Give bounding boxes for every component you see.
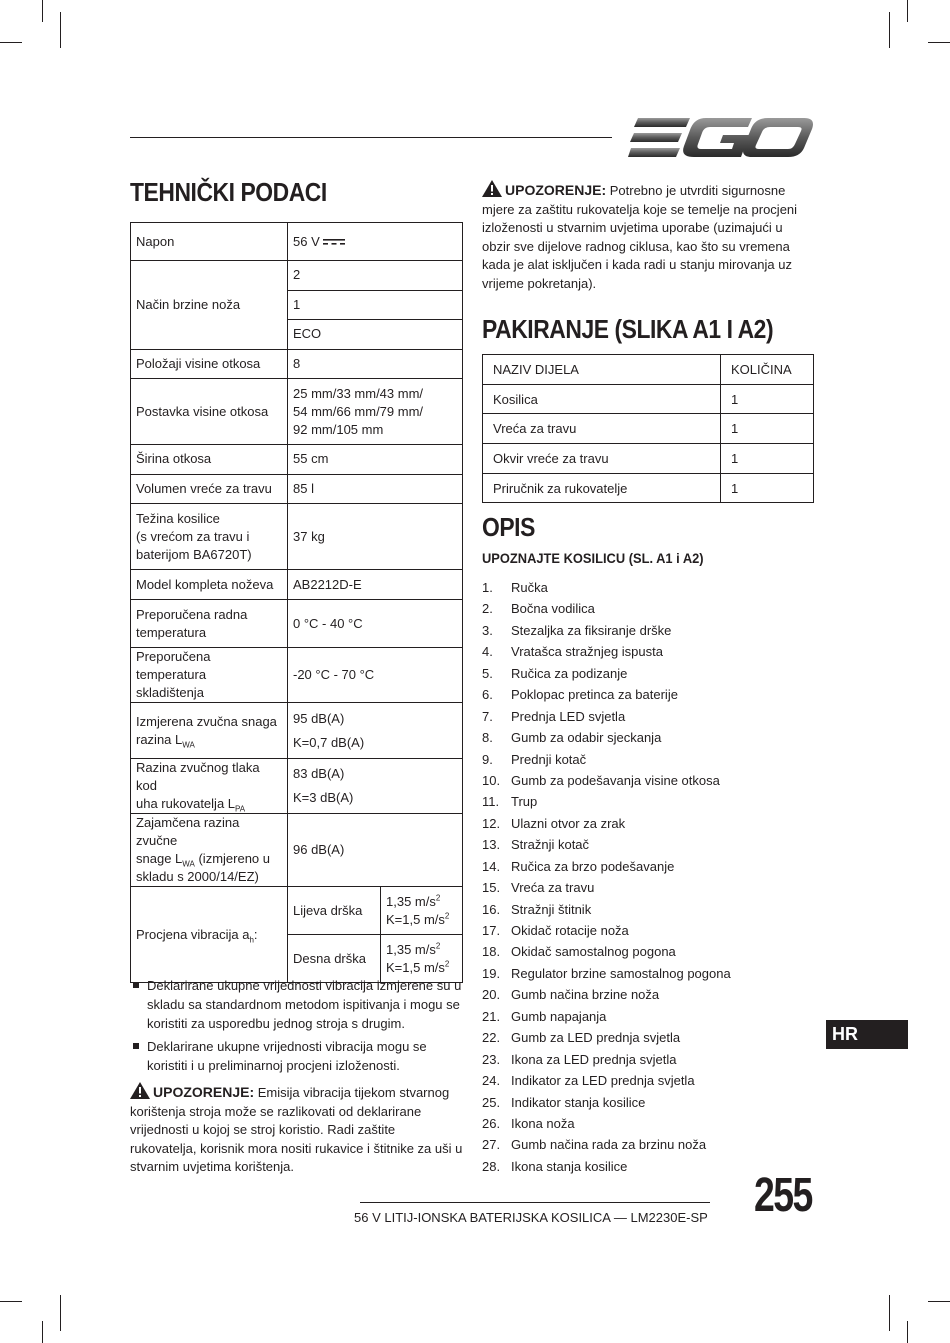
list-item-label: Ručica za podizanje: [511, 665, 628, 681]
crop-mark: [907, 0, 908, 22]
packing-header-name: NAZIV DIJELA: [483, 355, 721, 385]
list-item: [482, 834, 731, 855]
list-item-label: Bočna vodilica: [511, 601, 595, 617]
footer-text: 56 V LITIJ-IONSKA BATERIJSKA KOSILICA — LM2230E-SP: [354, 1210, 708, 1225]
list-item-label: Okidač rotacije noža: [511, 923, 629, 938]
list-item-number: 14.: [482, 858, 501, 874]
list-item-number: 9.: [482, 751, 493, 767]
spec-label-sound-pressure: Razina zvučnog tlaka kod uha rukovatelja $L_{PA}$: [131, 759, 288, 814]
list-item-label: Ikona stanja kosilice: [511, 1158, 628, 1174]
spec-left-grip-value: 1,35 $m/s^2$ K=1,5 $m/s^2$: [381, 887, 463, 935]
spec-label-bag: Volumen vreće za travu: [131, 474, 288, 504]
list-item-number: 12.: [482, 815, 501, 831]
list-item: [482, 856, 731, 877]
list-item-number: 1.: [482, 580, 493, 595]
spec-value-height-setting: 25 mm/33 mm/43 mm/ 54 mm/66 mm/79 mm/ 92 mm/105 mm: [288, 379, 463, 445]
list-item-label: Stezaljka za fiksiranje drške: [511, 622, 672, 638]
list-item: [482, 963, 731, 984]
spec-label-blade: Model kompleta noževa: [131, 570, 288, 600]
table-row: Vreća za travu 1: [483, 414, 814, 444]
crop-mark: [0, 42, 22, 43]
list-item-number: 15.: [482, 880, 501, 896]
list-item-label: Prednji kotač: [511, 751, 587, 767]
list-item-label: Stražnji kotač: [511, 837, 590, 853]
language-tab: HR: [826, 1020, 908, 1049]
list-item-number: 4.: [482, 644, 493, 660]
list-item-label: Gumb za odabir sjeckanja: [511, 730, 662, 746]
list-item-number: 23.: [482, 1051, 501, 1067]
bullet-item: Deklarirane ukupne vrijednosti vibracija mogu se koristiti i u preliminarnoj procjeni izloženosti.: [130, 1037, 463, 1075]
crop-mark: [60, 1295, 61, 1331]
warning-vibration: UPOZORENJE: Emisija vibracija tijekom stvarnog korištenja stroja može se razlikovati od deklarirane vrijednosti u kojoj se stroj koristio. Radi zaštite rukovatelja, korisnik mora nositi rukavice i štitnike za uši u stvarnim uvjetima korištenja.: [130, 1084, 463, 1174]
dc-symbol-icon: [323, 238, 345, 246]
packing-table: [482, 354, 814, 503]
list-item-label: Poklopac pretinca za baterije: [511, 687, 678, 703]
spec-label-height-positions: Položaji visine otkosa: [131, 349, 288, 379]
spec-value-sound-pressure: 83 dB(A) K=3 dB(A): [288, 759, 463, 814]
list-item-label: Vratašca stražnjeg ispusta: [511, 644, 663, 660]
spec-table: [130, 222, 463, 983]
footer-rule: [360, 1202, 710, 1203]
list-item-number: 26.: [482, 1115, 501, 1131]
list-item: [482, 684, 731, 705]
list-item: [482, 791, 731, 812]
spec-value-blade: AB2212D-E: [288, 570, 463, 600]
list-item: [482, 984, 731, 1005]
spec-value-voltage: 56 V: [288, 223, 463, 261]
list-item: [482, 641, 731, 662]
list-item-label: Ikona za LED prednja svjetla: [511, 1051, 677, 1067]
bullet-item: Deklarirane ukupne vrijednosti vibracija izmjerene su u skladu sa standardnom metodom ispitivanja i mogu se koristiti za usporedbu jednog stroja s drugim.: [130, 976, 463, 1033]
crop-mark: [889, 12, 890, 48]
packing-title: PAKIRANJE (SLIKA A1 I A2): [482, 314, 774, 344]
spec-label-vibration: Procjena vibracija $a_h$:: [131, 887, 288, 983]
list-item: [482, 770, 731, 791]
crop-mark: [928, 1301, 950, 1302]
list-item-number: 13.: [482, 837, 501, 853]
list-item-number: 11.: [482, 794, 500, 810]
list-item-label: Vreća za travu: [511, 880, 595, 896]
list-item-number: 20.: [482, 987, 501, 1003]
list-item-label: Gumb za LED prednja svjetla: [511, 1030, 681, 1046]
crop-mark: [889, 1295, 890, 1331]
list-item-label: Okidač samostalnog pogona: [511, 944, 676, 960]
list-item-number: 8.: [482, 730, 493, 746]
crop-mark: [928, 42, 950, 43]
spec-value-sound-power: 95 dB(A) K=0,7 dB(A): [288, 703, 463, 759]
list-item-number: 27.: [482, 1137, 501, 1153]
list-item-number: 10.: [482, 772, 501, 788]
list-item-label: Prednja LED svjetla: [511, 708, 626, 724]
list-item: [482, 727, 731, 748]
crop-mark: [0, 1301, 22, 1302]
list-item: [482, 1156, 731, 1177]
spec-value-op-temp: 0 °C - 40 °C: [288, 600, 463, 648]
spec-label-weight: Težina kosilice (s vrećom za travu i baterijom BA6720T): [131, 504, 288, 570]
list-item: [482, 706, 731, 727]
warning-triangle-icon: [482, 180, 502, 197]
vibration-notes: [130, 976, 463, 1079]
list-item-label: Ulazni otvor za zrak: [511, 815, 626, 831]
list-item-number: 2.: [482, 601, 493, 617]
list-item-number: 25.: [482, 1094, 501, 1110]
list-item: [482, 620, 731, 641]
list-item-number: 22.: [482, 1030, 501, 1046]
list-item-number: 3.: [482, 622, 493, 638]
list-item: [482, 749, 731, 770]
crop-mark: [60, 12, 61, 48]
spec-value-bag: 85 l: [288, 474, 463, 504]
list-item: [482, 1006, 731, 1027]
spec-value-weight: 37 kg: [288, 504, 463, 570]
spec-right-grip-value: 1,35 $m/s^2$ K=1,5 $m/s^2$: [381, 935, 463, 983]
description-subtitle: UPOZNAJTE KOSILICU (SL. A1 i A2): [482, 550, 704, 566]
list-item-label: Indikator za LED prednja svjetla: [511, 1073, 695, 1089]
list-item: [482, 1113, 731, 1134]
list-item-label: Gumb načina brzine noža: [511, 987, 660, 1003]
list-item-number: 21.: [482, 1008, 501, 1024]
spec-label-storage-temp: Preporučena temperatura skladištenja: [131, 648, 288, 703]
list-item: [482, 1134, 731, 1155]
list-item-number: 18.: [482, 944, 501, 960]
table-row: Priručnik za rukovatelje 1: [483, 473, 814, 503]
list-item: [482, 920, 731, 941]
spec-right-grip: Desna drška: [288, 935, 381, 983]
spec-value-width: 55 cm: [288, 445, 463, 475]
spec-label-speed: Način brzine noža: [131, 261, 288, 350]
list-item-number: 24.: [482, 1073, 501, 1089]
list-item-label: Trup: [511, 794, 538, 810]
table-row: Kosilica 1: [483, 384, 814, 414]
spec-label-sound-power: Izmjerena zvučna snaga razina $L_{WA}$: [131, 703, 288, 759]
list-item: [482, 877, 731, 898]
list-item-number: 7.: [482, 708, 493, 724]
header-rule: [130, 137, 612, 138]
list-item-number: 28.: [482, 1158, 501, 1174]
list-item-number: 6.: [482, 687, 493, 703]
spec-value-guaranteed: 96 dB(A): [288, 814, 463, 887]
spec-value-storage-temp: -20 °C - 70 °C: [288, 648, 463, 703]
spec-left-grip: Lijeva drška: [288, 887, 381, 935]
list-item-label: Gumb za podešavanja visine otkosa: [511, 772, 720, 788]
list-item-label: Gumb napajanja: [511, 1008, 607, 1024]
spec-value-speed-2: 2: [288, 261, 463, 291]
list-item-number: 16.: [482, 901, 501, 917]
list-item-number: 17.: [482, 923, 501, 938]
parts-list: [482, 577, 731, 1177]
list-item: [482, 941, 731, 962]
list-item: [482, 813, 731, 834]
list-item: [482, 663, 731, 684]
list-item-number: 19.: [482, 965, 501, 981]
list-item: [482, 598, 731, 619]
list-item-label: Ikona noža: [511, 1115, 575, 1131]
list-item: [482, 1070, 731, 1091]
list-item-label: Gumb načina rada za brzinu noža: [511, 1137, 707, 1153]
list-item: [482, 1092, 731, 1113]
spec-label-guaranteed: Zajamčena razina zvučne snage $L_{WA}$ (izmjereno u skladu s 2000/14/EZ): [131, 814, 288, 887]
spec-value-speed-1: 1: [288, 290, 463, 320]
table-row: Okvir vreće za travu 1: [483, 444, 814, 474]
ego-logo: [628, 116, 814, 160]
list-item-number: 5.: [482, 665, 493, 681]
spec-label-width: Širina otkosa: [131, 445, 288, 475]
spec-value-speed-eco: ECO: [288, 320, 463, 350]
spec-title: TEHNIČKI PODACI: [130, 177, 327, 207]
list-item-label: Stražnji štitnik: [511, 901, 592, 917]
list-item-label: Ručka: [511, 580, 548, 595]
list-item: [482, 1027, 731, 1048]
spec-label-height-setting: Postavka visine otkosa: [131, 379, 288, 445]
packing-header-qty: KOLIČINA: [721, 355, 814, 385]
spec-label-voltage: Napon: [131, 223, 288, 261]
spec-label-op-temp: Preporučena radna temperatura: [131, 600, 288, 648]
page-number: 255: [754, 1169, 812, 1222]
list-item: [482, 577, 731, 598]
list-item-label: Ručica za brzo podešavanje: [511, 858, 675, 874]
crop-mark: [42, 1321, 43, 1343]
crop-mark: [42, 0, 43, 22]
list-item-label: Regulator brzine samostalnog pogona: [511, 965, 731, 981]
crop-mark: [907, 1321, 908, 1343]
list-item: [482, 1049, 731, 1070]
description-title: OPIS: [482, 512, 535, 542]
warning-triangle-icon: [130, 1082, 150, 1099]
warning-safety-measures: UPOZORENJE: Potrebno je utvrditi sigurnosne mjere za zaštitu rukovatelja koje se temelje na procjeni izloženosti u stvarnim uvjetima uporabe (uzimajući u obzir sve dijelove radnog ciklusa, kao što su vremena kada je alat isključen i kada radi u stanju mirovanja uz vrijeme pokretanja).: [482, 182, 798, 291]
list-item-label: Indikator stanja kosilice: [511, 1094, 646, 1110]
list-item: [482, 899, 731, 920]
spec-value-height-positions: 8: [288, 349, 463, 379]
